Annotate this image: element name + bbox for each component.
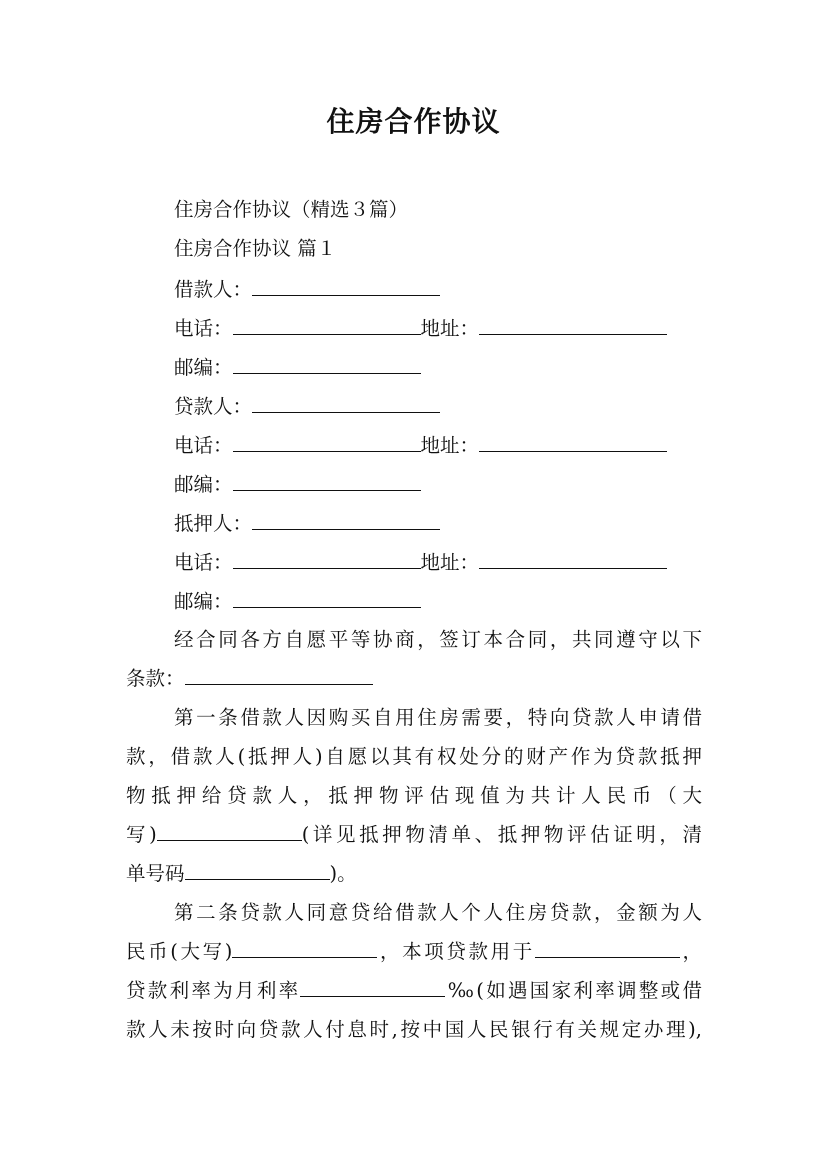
address-label: 地址： xyxy=(420,434,480,457)
borrower-postcode-blank[interactable] xyxy=(233,351,421,374)
see-list-text: (详见抵押物清单、抵押物评估证明，清 xyxy=(301,823,703,846)
borrower-contact-line xyxy=(174,312,667,342)
section-heading: 住房合作协议 篇１ xyxy=(174,237,337,260)
borrower-postcode-line xyxy=(174,351,421,381)
lender-postcode-blank[interactable] xyxy=(233,468,421,491)
intro-paragraph xyxy=(126,620,702,698)
mortgagor-postcode-line xyxy=(174,585,421,615)
article-2-line-4: 款人未按时向贷款人付息时,按中国人民银行有关规定办理), xyxy=(126,1018,702,1041)
terms-blank[interactable] xyxy=(185,662,373,685)
terms-label: 条款： xyxy=(126,667,185,690)
phone-label: 电话： xyxy=(174,317,233,340)
mortgagor-line xyxy=(174,507,440,537)
loan-amount-blank[interactable] xyxy=(232,935,377,958)
article-2-line-1: 第二条贷款人同意贷给借款人个人住房贷款，金额为人 xyxy=(174,901,702,924)
lender-phone-blank[interactable] xyxy=(233,429,421,452)
lender-address-blank[interactable] xyxy=(479,429,667,452)
document-title: 住房合作协议 xyxy=(326,105,501,138)
rmb-label: 民币(大写) xyxy=(126,940,233,963)
article-1-line-2: 款，借款人(抵押人)自愿以其有权处分的财产作为贷款抵押 xyxy=(126,745,702,768)
list-number-blank[interactable] xyxy=(185,857,330,880)
mortgagor-address-blank[interactable] xyxy=(479,546,667,569)
borrower-label: 借款人： xyxy=(174,278,253,301)
comma: ， xyxy=(679,940,702,963)
borrower-line xyxy=(174,273,440,303)
article-1-line-5 xyxy=(126,854,702,893)
mortgagor-contact-line xyxy=(174,546,667,576)
mortgagor-postcode-blank[interactable] xyxy=(233,585,421,608)
postcode-label: 邮编： xyxy=(174,356,233,379)
closing-paren: )。 xyxy=(329,862,357,885)
lender-contact-line xyxy=(174,429,667,459)
intro-line-2 xyxy=(126,659,702,698)
article-2-line-2 xyxy=(126,932,702,971)
article-1-line-4 xyxy=(126,815,702,854)
lender-line xyxy=(174,390,440,420)
intro-line-1: 经合同各方自愿平等协商，签订本合同，共同遵守以下 xyxy=(174,628,702,651)
article-1-paragraph xyxy=(126,698,702,893)
document-subtitle: 住房合作协议（精选３篇） xyxy=(174,198,409,221)
address-label: 地址： xyxy=(420,551,480,574)
monthly-rate-blank[interactable] xyxy=(300,974,445,997)
loan-purpose-label: ，本项贷款用于 xyxy=(377,940,535,963)
lender-label: 贷款人： xyxy=(174,395,253,418)
borrower-blank[interactable] xyxy=(252,273,440,296)
postcode-label: 邮编： xyxy=(174,473,233,496)
lender-postcode-line xyxy=(174,468,421,498)
rate-label: 贷款利率为月利率 xyxy=(126,979,301,1002)
mortgagor-label: 抵押人： xyxy=(174,512,253,535)
mortgagor-phone-blank[interactable] xyxy=(233,546,421,569)
rate-note-text: ‰(如遇国家利率调整或借 xyxy=(445,979,702,1002)
postcode-label: 邮编： xyxy=(174,590,233,613)
borrower-address-blank[interactable] xyxy=(479,312,667,335)
phone-label: 电话： xyxy=(174,434,233,457)
phone-label: 电话： xyxy=(174,551,233,574)
lender-blank[interactable] xyxy=(252,390,440,413)
loan-purpose-blank[interactable] xyxy=(535,935,680,958)
borrower-phone-blank[interactable] xyxy=(233,312,421,335)
amount-words-blank[interactable] xyxy=(157,818,302,841)
address-label: 地址： xyxy=(420,317,480,340)
mortgagor-blank[interactable] xyxy=(252,507,440,530)
article-1-line-3: 物抵押给贷款人，抵押物评估现值为共计人民币（大 xyxy=(126,784,702,807)
write-label: 写) xyxy=(126,823,157,846)
article-1-line-1: 第一条借款人因购买自用住房需要，特向贷款人申请借 xyxy=(174,706,702,729)
article-2-line-3 xyxy=(126,971,702,1010)
article-2-paragraph xyxy=(126,893,702,1049)
list-number-label: 单号码 xyxy=(126,862,185,885)
